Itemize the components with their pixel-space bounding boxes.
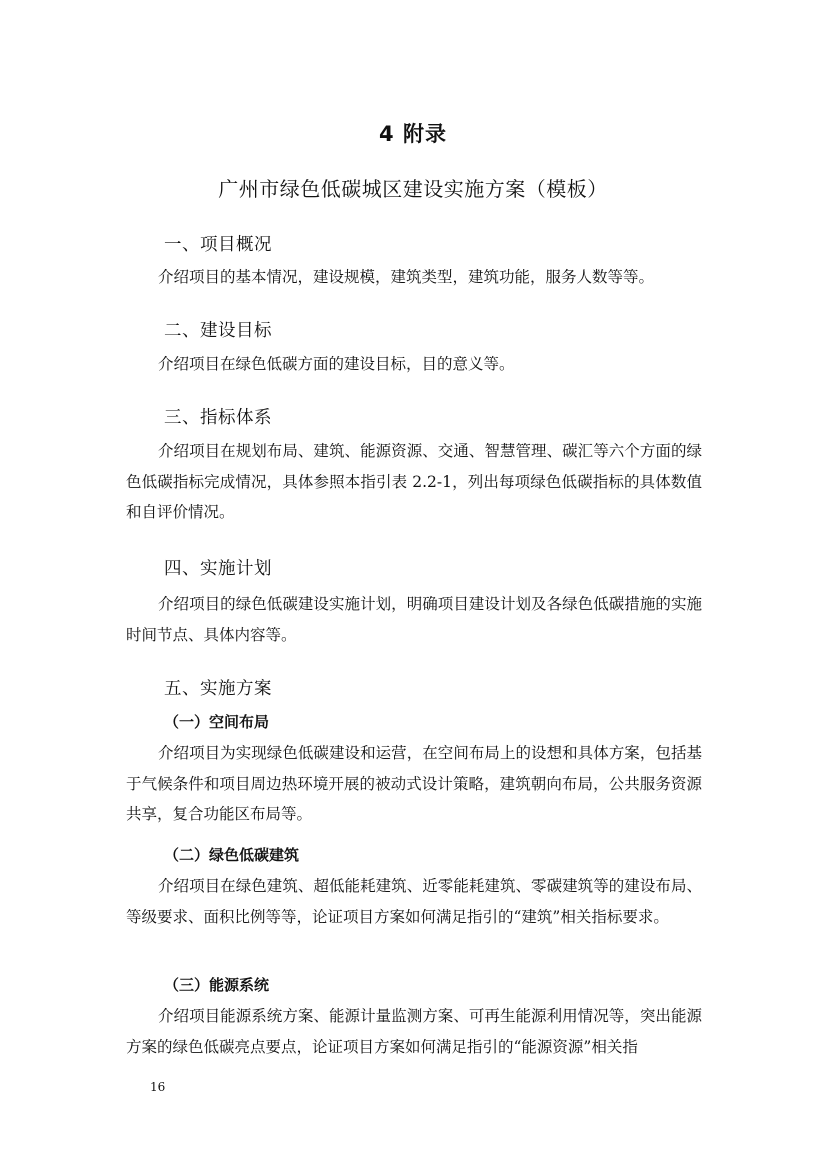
document-title: 广州市绿色低碳城区建设实施方案（模板）: [218, 177, 608, 201]
section-heading-overview: 一、项目概况: [164, 235, 272, 255]
section-paragraph-plan: 介绍项目的绿色低碳建设实施计划，明确项目建设计划及各绿色低碳措施的实施时间节点、具体内容等。: [126, 595, 702, 644]
section-paragraph-goals: 介绍项目在绿色低碳方面的建设目标，目的意义等。: [158, 355, 515, 373]
section-paragraph-overview: 介绍项目的基本情况，建设规模，建筑类型，建筑功能，服务人数等等。: [158, 268, 655, 286]
page-number: 16: [150, 1080, 166, 1094]
section-heading-goals: 二、建设目标: [164, 321, 272, 341]
subsection-heading-green-buildings: （二）绿色低碳建筑: [164, 846, 300, 864]
subsection-paragraph-energy-system: 介绍项目能源系统方案、能源计量监测方案、可再生能源利用情况等，突出能源方案的绿色低碳亮点要点，论证项目方案如何满足指引的“能源资源”相关指: [126, 1007, 702, 1056]
section-heading-plan: 四、实施计划: [164, 559, 272, 579]
subsection-heading-spatial-layout: （一）空间布局: [164, 713, 270, 731]
section-paragraph-indicators: 介绍项目在规划布局、建筑、能源资源、交通、智慧管理、碳汇等六个方面的绿色低碳指标完成情况，具体参照本指引表 2.2-1，列出每项绿色低碳指标的具体数值和自评价情况。: [126, 442, 702, 521]
section-heading-scheme: 五、实施方案: [164, 679, 272, 699]
subsection-heading-energy-system: （三）能源系统: [164, 976, 270, 994]
section-heading-indicators: 三、指标体系: [164, 408, 272, 428]
subsection-paragraph-spatial-layout: 介绍项目为实现绿色低碳建设和运营，在空间布局上的设想和具体方案，包括基于气候条件和项目周边热环境开展的被动式设计策略，建筑朝向布局，公共服务资源共享，复合功能区布局等。: [126, 744, 702, 823]
chapter-title: 4 附录: [379, 122, 447, 146]
subsection-paragraph-green-buildings: 介绍项目在绿色建筑、超低能耗建筑、近零能耗建筑、零碳建筑等的建设布局、等级要求、面积比例等等，论证项目方案如何满足指引的“建筑”相关指标要求。: [126, 877, 702, 926]
